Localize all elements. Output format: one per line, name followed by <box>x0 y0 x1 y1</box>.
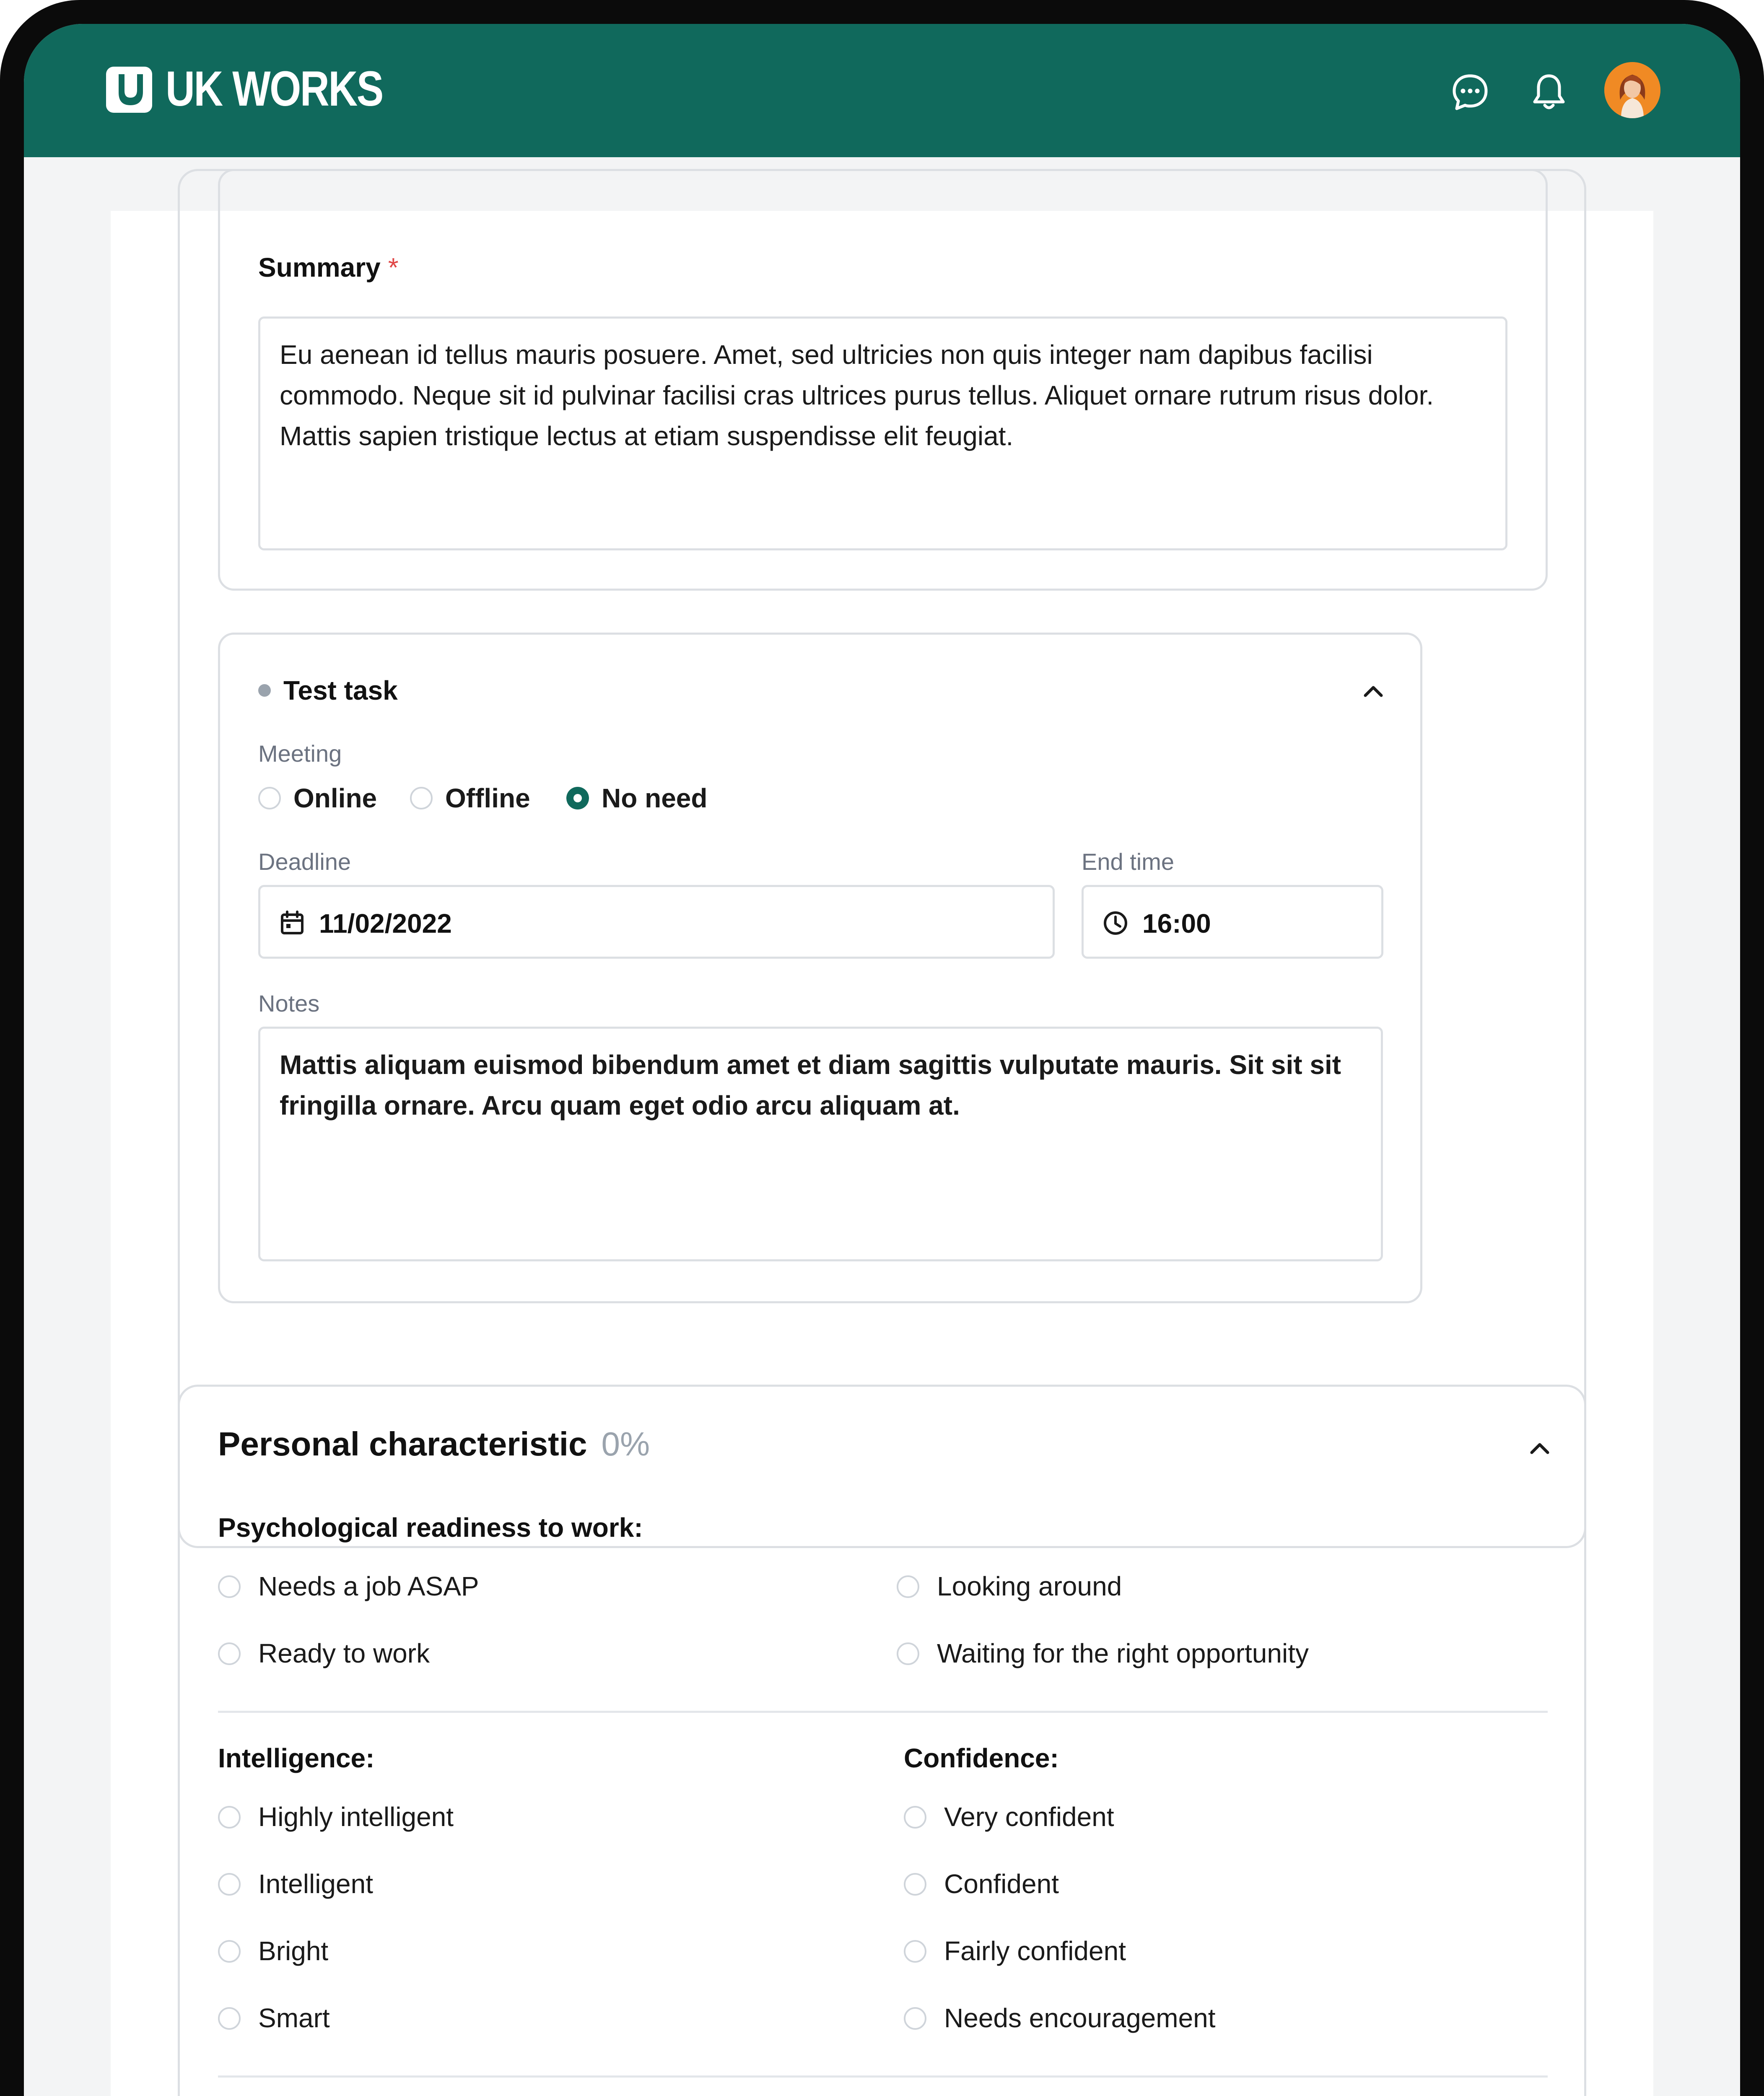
intelligence-option-radio[interactable] <box>218 2007 241 2030</box>
chevron-up-icon[interactable] <box>1359 677 1387 705</box>
confidence-option-radio[interactable] <box>904 1940 926 1963</box>
avatar-image <box>1604 62 1660 118</box>
required-mark: * <box>388 252 399 283</box>
top-bar <box>24 24 1740 157</box>
main-content <box>111 211 1653 2096</box>
psych-option-label[interactable]: Needs a job ASAP <box>258 1571 479 1601</box>
divider <box>218 2075 1548 2078</box>
notes-textarea[interactable] <box>258 1027 1383 1261</box>
confidence-option-label[interactable]: Confident <box>944 1869 1059 1899</box>
calendar-icon <box>279 910 306 936</box>
meeting-offline-label[interactable]: Offline <box>445 783 530 813</box>
chat-icon[interactable] <box>1448 70 1492 114</box>
intelligence-option-radio[interactable] <box>218 1806 241 1829</box>
task-title: Test task <box>283 675 398 706</box>
psych-option-radio[interactable] <box>218 1575 241 1598</box>
confidence-option-label[interactable]: Needs encouragement <box>944 2003 1216 2033</box>
task-status-dot <box>258 684 271 697</box>
confidence-title: Confidence: <box>904 1743 1059 1773</box>
confidence-option-label[interactable]: Fairly confident <box>944 1936 1126 1966</box>
progress-percent: 0% <box>601 1425 650 1463</box>
deadline-value: 11/02/2022 <box>319 908 452 939</box>
end-time-label: End time <box>1082 848 1174 875</box>
section-title-text: Personal characteristic <box>218 1425 587 1463</box>
summary-textarea[interactable] <box>258 316 1507 550</box>
confidence-option-label[interactable]: Very confident <box>944 1802 1114 1832</box>
intelligence-option-radio[interactable] <box>218 1940 241 1963</box>
deadline-label: Deadline <box>258 848 351 875</box>
psych-option-label[interactable]: Looking around <box>937 1571 1122 1601</box>
summary-label-text: Summary <box>258 252 381 283</box>
intelligence-option-radio[interactable] <box>218 1873 241 1896</box>
summary-text: Eu aenean id tellus mauris posuere. Amet, sed ultricies non quis integer nam dapibus facilisi commodo. Neque sit id pulvinar facilisi cras ultrices purus tellus. Aliquet ornare rutrum risus dolor. Mattis sapien tristique lectus at etiam suspendisse elit feugiat. <box>280 340 1434 451</box>
divider <box>218 1711 1548 1713</box>
end-time-value: 16:00 <box>1142 908 1211 939</box>
meeting-no-need-radio[interactable] <box>566 787 589 809</box>
notes-label: Notes <box>258 990 320 1017</box>
bell-icon[interactable] <box>1527 70 1571 114</box>
deadline-input[interactable] <box>258 885 1055 959</box>
intelligence-title: Intelligence: <box>218 1743 375 1773</box>
app-screen <box>24 24 1740 2096</box>
confidence-option-radio[interactable] <box>904 2007 926 2030</box>
end-time-input[interactable] <box>1082 885 1383 959</box>
notes-text: Mattis aliquam euismod bibendum amet et diam sagittis vulputate mauris. Sit sit sit fringilla ornare. Arcu quam eget odio arcu aliquam at. <box>280 1050 1341 1121</box>
intelligence-option-label[interactable]: Bright <box>258 1936 329 1966</box>
meeting-online-radio[interactable] <box>258 787 281 809</box>
meeting-offline-radio[interactable] <box>410 787 433 809</box>
psych-readiness-title: Psychological readiness to work: <box>218 1512 643 1543</box>
meeting-label: Meeting <box>258 740 342 767</box>
psych-option-radio[interactable] <box>897 1575 919 1598</box>
intelligence-option-label[interactable]: Smart <box>258 2003 330 2033</box>
psych-option-radio[interactable] <box>218 1642 241 1665</box>
meeting-online-label[interactable]: Online <box>293 783 377 813</box>
meeting-no-need-label[interactable]: No need <box>602 783 708 813</box>
confidence-option-radio[interactable] <box>904 1873 926 1896</box>
clock-icon <box>1102 910 1129 936</box>
personal-characteristic-card <box>178 1385 1586 2096</box>
avatar[interactable] <box>1604 62 1660 118</box>
confidence-option-radio[interactable] <box>904 1806 926 1829</box>
summary-label <box>258 252 399 283</box>
psych-option-label[interactable]: Waiting for the right opportunity <box>937 1638 1309 1668</box>
brand-name[interactable]: UK WORKS <box>166 61 383 117</box>
logo-icon[interactable] <box>104 65 154 114</box>
psych-option-label[interactable]: Ready to work <box>258 1638 430 1668</box>
chevron-up-icon[interactable] <box>1526 1434 1554 1462</box>
personal-characteristic-title <box>218 1425 650 1463</box>
intelligence-option-label[interactable]: Intelligent <box>258 1869 373 1899</box>
psych-option-radio[interactable] <box>897 1642 919 1665</box>
intelligence-option-label[interactable]: Highly intelligent <box>258 1802 454 1832</box>
